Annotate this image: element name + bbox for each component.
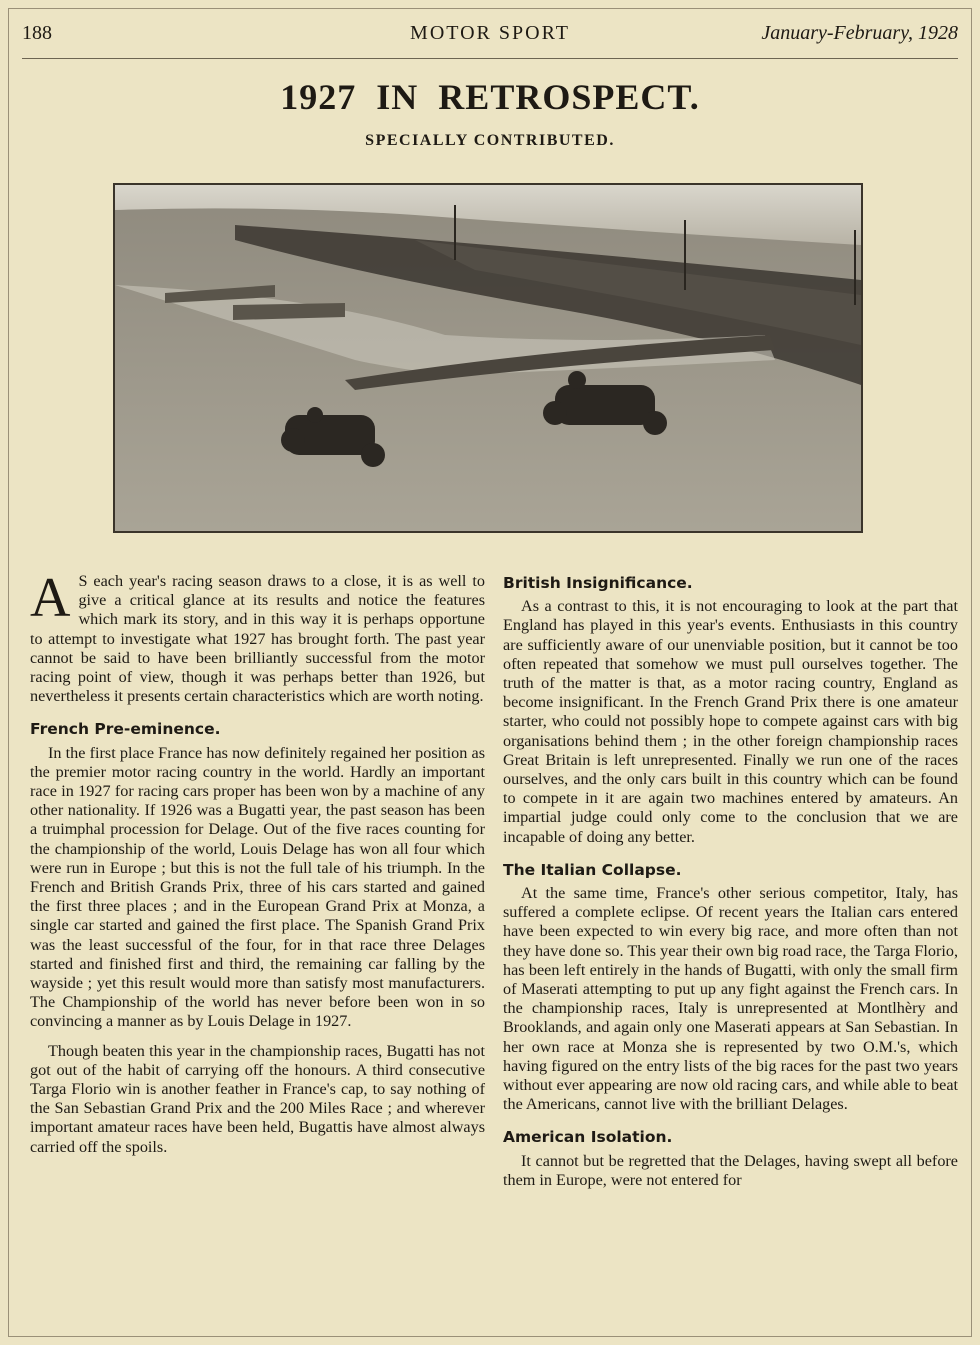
- article-subtitle: SPECIALLY CONTRIBUTED.: [365, 132, 615, 149]
- section-heading: The Italian Collapse.: [503, 860, 682, 879]
- intro-paragraph: [30, 567, 485, 706]
- race-photograph: [113, 183, 863, 533]
- paragraph: Though beaten this year in the championship races, Bugatti has not got out of the habit of carrying off the honours. A third consecutive Targa Florio win is another feather in France's cap, to say nothing of the San Sebastian Grand Prix and the 200 Miles Race ; and wherever important amateur races have been held, Bugattis have almost always carried off the spoils.: [30, 1041, 485, 1156]
- section-heading: American Isolation.: [503, 1128, 673, 1147]
- right-column: [503, 572, 958, 1190]
- paragraph: At the same time, France's other serious competitor, Italy, has suffered a complete eclipse. Of recent years the Italian cars entered have been expected to win every big race, and more often than not they have done so. This year their own big road race, the Targa Florio, has been left entirely in the hands of Bugatti, with only the small firm of Maserati attempting to put up any fight against the French cars. In the championship races, Italy is unrepresented at Montlhèry and Brooklands, and again only one Maserati appears at San Sebastian. In her own race at Monza she is represented by two O.M.'s, which having figured on the entry lists of the big races for the past two years without ever appearing are now old racing cars, and while able to beat the Americans, cannot live with the brilliant Delages.: [503, 884, 958, 1114]
- header-rule: [22, 58, 958, 59]
- section-heading: British Insignificance.: [503, 574, 693, 592]
- magazine-name: MOTOR SPORT: [410, 22, 570, 44]
- page-header: [22, 18, 958, 48]
- issue-date: January-February, 1928: [761, 22, 958, 44]
- paragraph: As a contrast to this, it is not encouraging to look at the part that England has played in this year's events. Enthusiasts in this country are sufficiently aware of our unenviable position, but it cannot be too often repeated that somehow we must pull ourselves together. The truth of the matter is that, as a motor racing country, England as become insignificant. In the French Grand Prix there is one amateur starter, who could not possibly hope to compete against cars with big organisations behind them ; in the other foreign championship races Great Britain is left unrepresented. Finally we run one of the races ourselves, and the only cars built in this country which can be found to compete in it are again two machines entered by amateurs. An impartial judge could only come to the conclusion that we are incapable of doing any better.: [503, 597, 958, 846]
- left-column: [30, 567, 485, 1157]
- drop-cap: A: [30, 567, 71, 629]
- article-title: 1927 IN RETROSPECT.: [280, 77, 700, 117]
- intro-text: S each year's racing season draws to a close, it is as well to give a critical glance at its results and notice the features which mark its story, and in this way it is perhaps opportune to attempt to investigate what 1927 has brought forth. The past year cannot be said to have been brilliantly successful from the motor racing point of view, though it was perhaps better than 1926, but nevertheless it presents certain characteristics which are worth noting.: [30, 572, 485, 706]
- paragraph: It cannot but be regretted that the Delages, having swept all before them in Europe, were not entered for: [503, 1151, 958, 1189]
- page-number: 188: [22, 22, 52, 44]
- paragraph: In the first place France has now definitely regained her position as the premier motor racing country in the world. Hardly an important race in 1927 for racing cars proper has been won by a machine of any other nationality. If 1926 was a Bugatti year, the past season has been a truimphal procession for Delage. Out of the five races counting for the championship of the world, Louis Delage has won all four which were run in Europe ; but this is not the full tale of his triumph. In the French and British Grands Prix, three of his cars started and gained the first three places ; and in the European Grand Prix at Monza, a single car started and gained the first place. The Spanish Grand Prix was the least successful of the four, for in that race three Delages started and finished first and third, the remaining car falling by the wayside ; yet this result would more than satisfy most manufacturers. The Championship of the world has never before been won in so convincing a manner as by Louis Delage in 1927.: [30, 743, 485, 1031]
- section-heading: French Pre-eminence.: [30, 720, 221, 739]
